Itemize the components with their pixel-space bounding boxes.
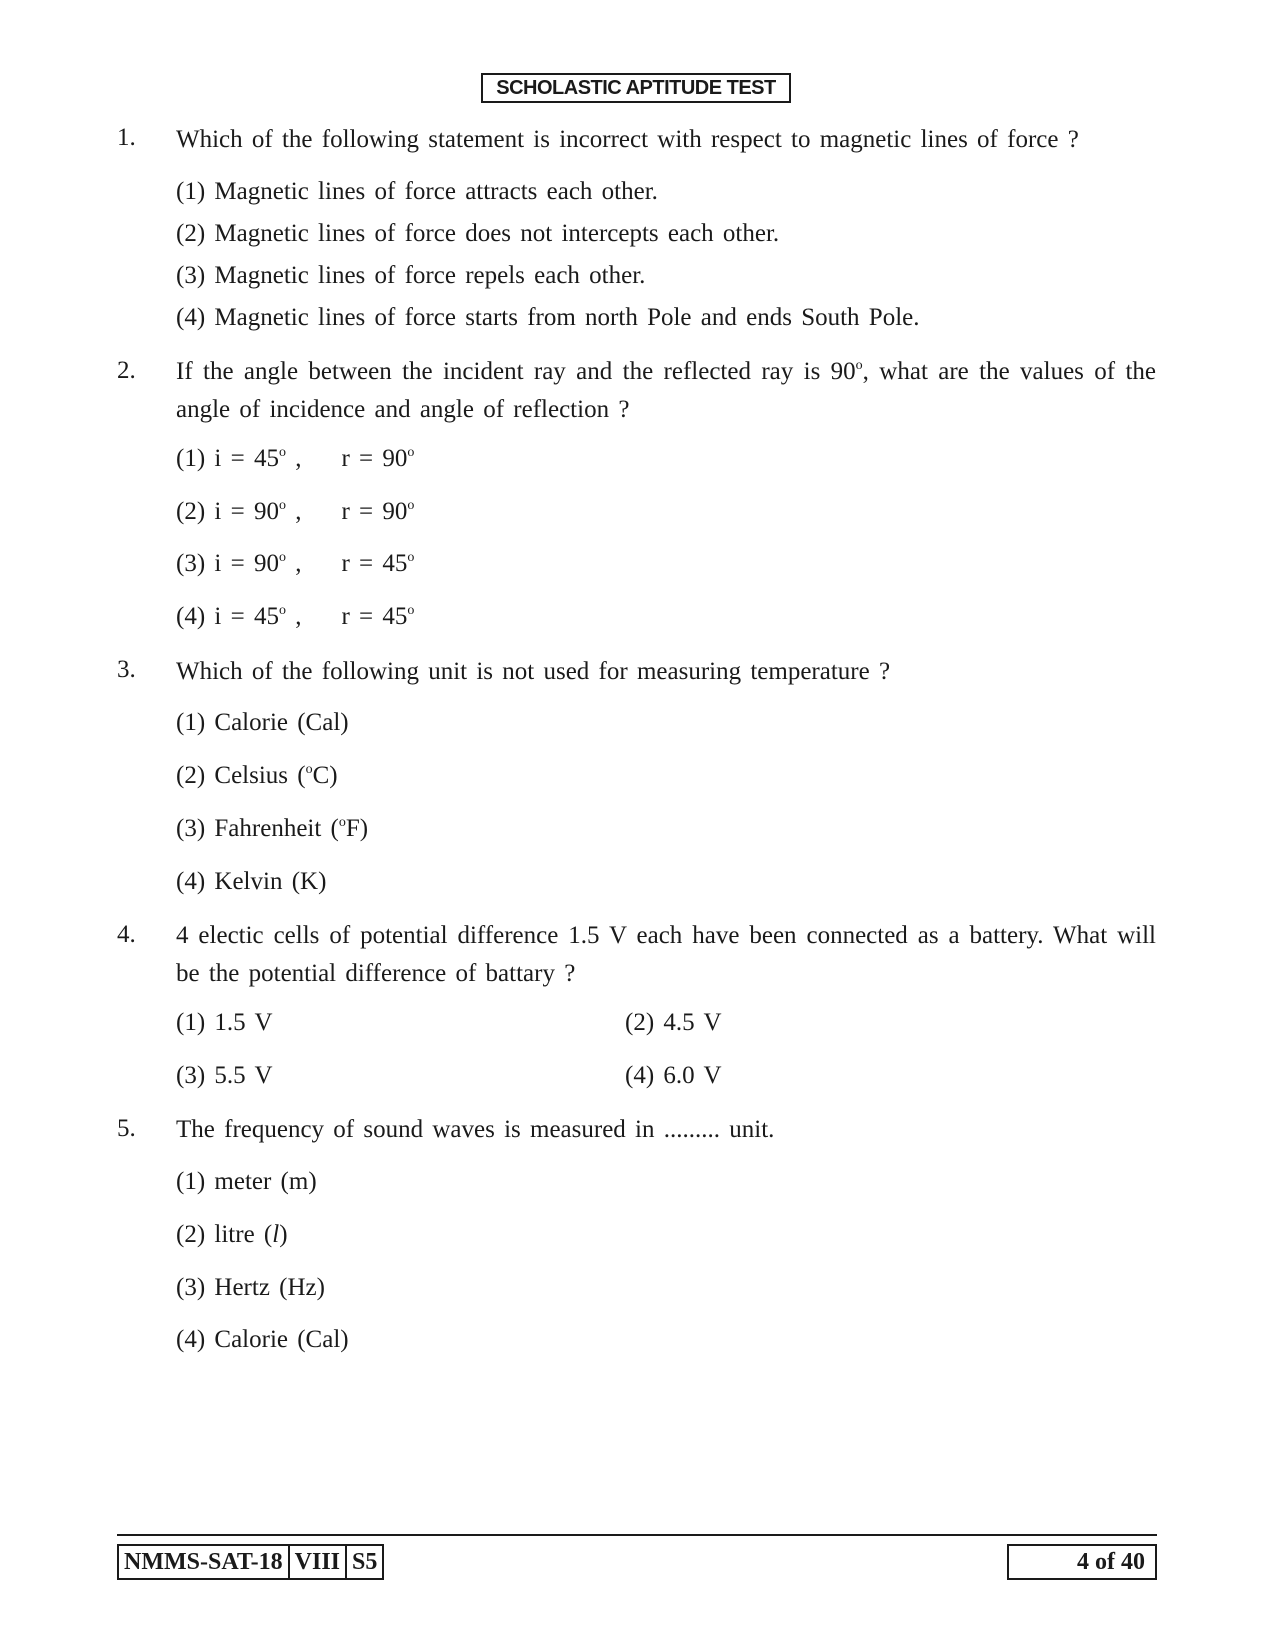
q5-option-1-text: (1) meter (m) (176, 1168, 317, 1195)
question-number-4: 4. (117, 921, 136, 948)
question-text-5: The frequency of sound waves is measured in ......... unit. (176, 1116, 775, 1143)
footer-class: VIII (290, 1546, 347, 1578)
degree-mark: o (407, 603, 415, 618)
q3-option-2-post: C) (312, 762, 338, 789)
degree-mark: o (407, 498, 415, 513)
q2-option-3-i: (3) i = 90 (176, 550, 279, 577)
q2-option-1-r (341, 445, 414, 473)
q3-option-3-post: F) (345, 815, 369, 842)
question-text-4: 4 electic cells of potential difference 1.5 V each have been connected as a battery. What will be the potential difference of battary ? (176, 922, 1156, 987)
question-number-3: 3. (117, 656, 136, 683)
question-text-2 (176, 353, 1156, 429)
q5-option-4 (176, 1326, 349, 1354)
q2-option-4-i: (4) i = 45 (176, 603, 279, 630)
q2-option-4-sep: , (285, 603, 302, 630)
q2-option-1-r-value: r = 90 (341, 445, 408, 472)
degree-mark: o (278, 498, 286, 513)
q2-option-2-sep: , (285, 498, 302, 525)
question-number-2: 2. (117, 357, 136, 384)
q1-option-2: (2) Magnetic lines of force does not intercepts each other. (176, 220, 780, 247)
page-number: 4 of 40 (1007, 1544, 1157, 1580)
q5-option-1 (176, 1168, 317, 1196)
q2-option-1 (176, 445, 414, 473)
q3-option-1-text: (1) Calorie (Cal) (176, 709, 349, 736)
degree-mark: o (338, 815, 346, 830)
question-text-1: Which of the following statement is incorrect with respect to magnetic lines of force ? (176, 126, 1079, 153)
question-text-3: Which of the following unit is not used for measuring temperature ? (176, 658, 891, 685)
q2-option-2 (176, 498, 414, 526)
q1-option-3: (3) Magnetic lines of force repels each other. (176, 262, 646, 289)
degree-mark: o (407, 550, 415, 565)
q3-option-2 (176, 762, 338, 790)
degree-mark: o (278, 550, 286, 565)
q2-text-part-1: If the angle between the incident ray and the reflected ray is 90 (176, 358, 856, 385)
q4-option-1: (1) 1.5 V (176, 1009, 273, 1036)
q2-text-part-2: , what are the values of the angle of incidence and angle of reflection ? (176, 358, 1157, 423)
footer-code-box (117, 1544, 384, 1580)
q5-option-2-pre: (2) litre ( (176, 1221, 273, 1248)
q2-option-2-i: (2) i = 90 (176, 498, 279, 525)
degree-mark: o (855, 358, 863, 373)
q4-option-2: (2) 4.5 V (625, 1009, 722, 1036)
q2-option-4-r (341, 603, 414, 631)
q5-option-3 (176, 1274, 325, 1302)
q3-option-3-pre: (3) Fahrenheit ( (176, 815, 339, 842)
q1-option-4: (4) Magnetic lines of force starts from north Pole and ends South Pole. (176, 304, 920, 331)
q5-option-2-post: ) (279, 1221, 288, 1248)
q4-option-4: (4) 6.0 V (625, 1062, 722, 1089)
q3-option-3 (176, 815, 368, 843)
q3-option-2-pre: (2) Celsius ( (176, 762, 306, 789)
q2-option-3-r-value: r = 45 (341, 550, 408, 577)
q5-option-4-text: (4) Calorie (Cal) (176, 1326, 349, 1353)
footer-divider (117, 1534, 1157, 1536)
degree-mark: o (407, 445, 415, 460)
q2-option-3-sep: , (285, 550, 302, 577)
q2-option-4 (176, 603, 414, 631)
q3-option-4 (176, 868, 326, 896)
footer-exam-code: NMMS-SAT-18 (119, 1546, 290, 1578)
q2-option-1-sep: , (285, 445, 302, 472)
q2-option-2-r-value: r = 90 (341, 498, 408, 525)
q3-option-4-text: (4) Kelvin (K) (176, 868, 327, 895)
footer-set: S5 (352, 1548, 378, 1575)
q2-option-2-r (341, 498, 414, 526)
q2-option-1-i: (1) i = 45 (176, 445, 279, 472)
page-title: SCHOLASTIC APTITUDE TEST (481, 73, 791, 103)
question-number-5: 5. (117, 1115, 136, 1142)
q5-option-3-text: (3) Hertz (Hz) (176, 1274, 325, 1301)
q5-option-2 (176, 1221, 288, 1249)
q5-option-2-italic: l (272, 1221, 280, 1248)
degree-mark: o (305, 762, 313, 777)
q2-option-3 (176, 550, 414, 578)
q2-option-4-r-value: r = 45 (341, 603, 408, 630)
degree-mark: o (278, 603, 286, 618)
q1-option-1: (1) Magnetic lines of force attracts each other. (176, 178, 658, 205)
q4-option-3: (3) 5.5 V (176, 1062, 273, 1089)
question-number-1: 1. (117, 124, 136, 151)
q3-option-1 (176, 709, 349, 737)
degree-mark: o (278, 445, 286, 460)
q2-option-3-r (341, 550, 414, 578)
